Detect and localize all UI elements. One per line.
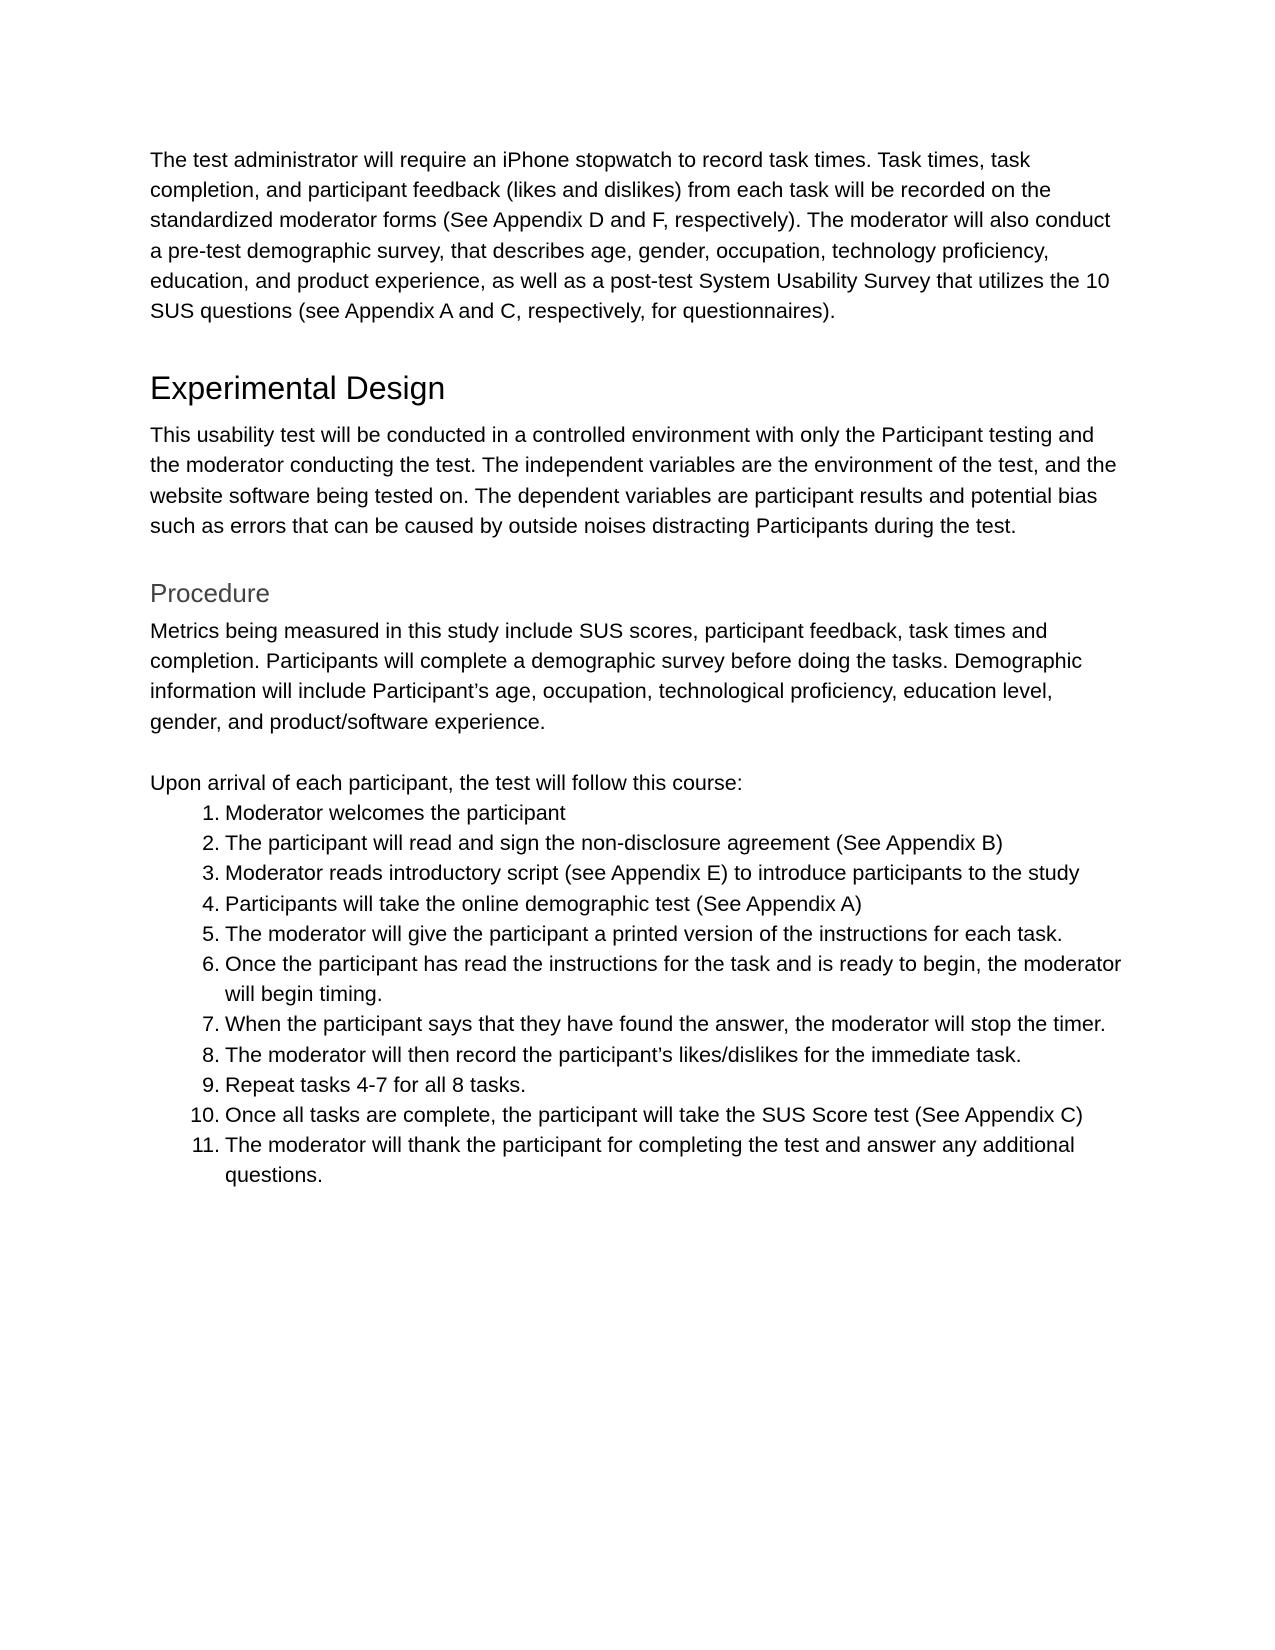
list-item [150,949,1125,1009]
list-item-text: Once the participant has read the instructions for the task and is ready to begin, the moderator will begin timing. [225,952,1122,1007]
list-item-number: 1. [202,801,220,826]
list-item-number: 4. [202,891,220,916]
list-item-text: Participants will take the online demographic test (See Appendix A) [225,891,863,916]
list-item [150,798,1125,828]
list-item [150,828,1125,858]
procedure-heading: Procedure [150,578,270,609]
list-item-number: 10. [190,1103,220,1128]
list-item [150,889,1125,919]
experimental-design-heading: Experimental Design [150,370,446,407]
document-page [150,145,1125,1191]
list-item [150,1009,1125,1039]
list-item [150,919,1125,949]
list-item-number: 3. [202,861,220,886]
list-item [150,1040,1125,1070]
list-item-number: 6. [202,952,220,977]
list-item-text: Moderator reads introductory script (see Appendix E) to introduce participants to the study [225,861,1080,886]
list-item [150,1070,1125,1100]
list-item-text: The moderator will thank the participant for completing the test and answer any additional questions. [225,1133,1075,1188]
procedure-steps-list [150,798,1125,1191]
list-item-text: The moderator will then record the participant’s likes/dislikes for the immediate task. [225,1042,1022,1067]
intro-paragraph: The test administrator will require an iPhone stopwatch to record task times. Task times, task completion, and participant feedback (likes and dislikes) from each task will be recorded on the standardized moderator forms (See Appendix D and F, respectively). The moderator will also conduct a pre-test demographic survey, that describes age, gender, occupation, technology proficiency, education, and product experience, as well as a post-test System Usability Survey that utilizes the 10 SUS questions (see Appendix A and C, respectively, for questionnaires). [150,148,1111,324]
list-item-number: 9. [202,1072,220,1097]
list-item [150,858,1125,888]
list-item-number: 2. [202,831,220,856]
list-item-number: 11. [191,1133,220,1158]
list-item-number: 7. [202,1012,220,1037]
list-item-text: The moderator will give the participant a printed version of the instructions for each task. [225,921,1063,946]
list-item-text: The participant will read and sign the non-disclosure agreement (See Appendix B) [225,831,1004,856]
list-item-text: When the participant says that they have found the answer, the moderator will stop the timer. [225,1012,1106,1037]
procedure-paragraph: Metrics being measured in this study include SUS scores, participant feedback, task times and completion. Participants will complete a demographic survey before doing the tasks. Demographic information will include Participant’s age, occupation, technological proficiency, education level, gender, and product/software experience. [150,619,1083,734]
list-item-text: Moderator welcomes the participant [225,801,566,826]
experimental-design-paragraph: This usability test will be conducted in a controlled environment with only the Participant testing and the moderator conducting the test. The independent variables are the environment of the test, and the website software being tested on. The dependent variables are participant results and potential bias such as errors that can be caused by outside noises distracting Participants during the test. [150,423,1117,538]
list-item-number: 8. [202,1042,220,1067]
list-item-text: Once all tasks are complete, the participant will take the SUS Score test (See Appendix C) [225,1103,1084,1128]
list-item-text: Repeat tasks 4-7 for all 8 tasks. [225,1072,527,1097]
list-item [150,1100,1125,1130]
list-item [150,1130,1125,1190]
course-intro: Upon arrival of each participant, the test will follow this course: [150,770,743,795]
list-item-number: 5. [202,921,220,946]
